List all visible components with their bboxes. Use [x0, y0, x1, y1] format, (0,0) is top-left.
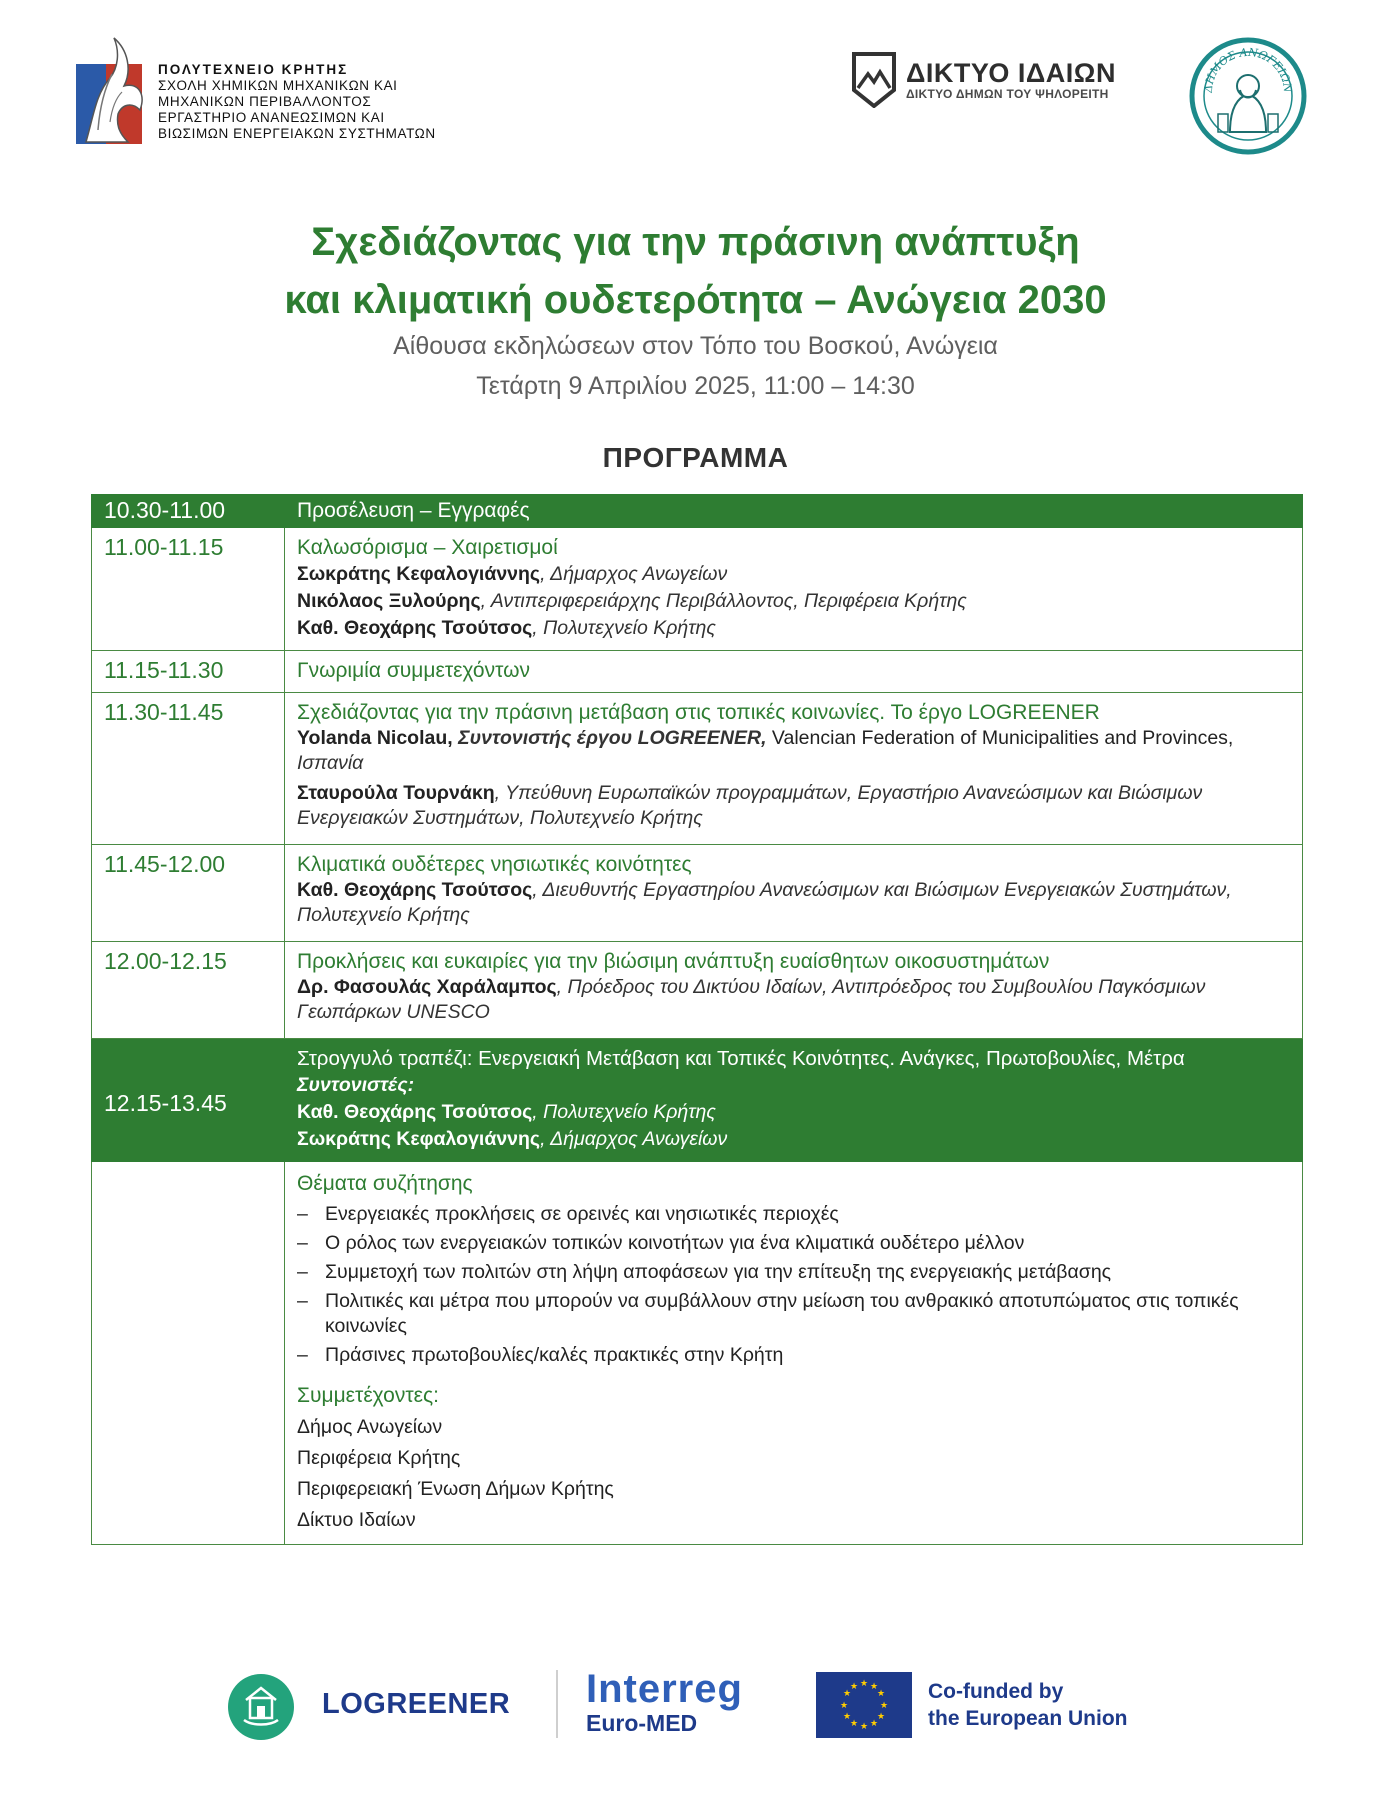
- participant: Περιφερειακή Ένωση Δήμων Κρήτης: [297, 1478, 614, 1500]
- tuc-header: [76, 34, 436, 146]
- session-content: [285, 1039, 1303, 1162]
- logreener-text: LOGREENER: [322, 1688, 511, 1720]
- svg-text:★: ★: [876, 1689, 886, 1699]
- table-row: [92, 651, 1303, 693]
- speaker-name: Yolanda Nicolau,: [297, 727, 453, 749]
- svg-text:★: ★: [876, 1712, 886, 1722]
- speaker: [297, 1099, 1292, 1126]
- cofunded-text: [928, 1678, 1128, 1732]
- speaker-name: Δρ. Φασουλάς Χαράλαμπος: [297, 976, 557, 998]
- institution-line: ΣΧΟΛΗ ΧΗΜΙΚΩΝ ΜΗΧΑΝΙΚΩΝ ΚΑΙ: [158, 78, 398, 93]
- session-time: 11.45-12.00: [92, 845, 285, 942]
- table-row: [92, 495, 1303, 528]
- institution-line: ΠΟΛΥΤΕΧΝΕΙΟ ΚΡΗΤΗΣ: [158, 62, 349, 77]
- moderators-label: Συντονιστές:: [297, 1074, 415, 1096]
- speaker-name: Σωκράτης Κεφαλογιάννης: [297, 563, 541, 585]
- speaker: [297, 1126, 1292, 1153]
- svg-text:★: ★: [842, 1689, 852, 1699]
- table-row: [92, 845, 1303, 942]
- svg-text:★: ★: [869, 1719, 879, 1729]
- speaker: [297, 588, 1292, 615]
- speaker-name: Καθ. Θεοχάρης Τσούτσος: [297, 879, 533, 901]
- speaker: [297, 561, 1292, 588]
- logreener-icon: [228, 1674, 294, 1740]
- speaker-name: Καθ. Θεοχάρης Τσούτσος: [297, 617, 533, 639]
- municipality-seal-icon: [1188, 36, 1308, 156]
- divider: [556, 1670, 558, 1738]
- session-content: [285, 528, 1303, 651]
- speaker-affiliation: , Διευθυντής Εργαστηρίου Ανανεώσιμων και Βιώσιμων Ενεργειακών Συστημάτων, Πολυτεχνείο Κρήτης: [297, 879, 1232, 926]
- table-row: [92, 1162, 1303, 1545]
- svg-text:★: ★: [839, 1701, 849, 1711]
- euromed-text: Euro-MED: [586, 1710, 698, 1736]
- session-title: Κλιματικά ουδέτερες νησιωτικές κοινότητες: [297, 853, 692, 876]
- event-venue: Αίθουσα εκδηλώσεων στον Τόπο του Βοσκού, Ανώγεια: [393, 332, 998, 360]
- svg-text:★: ★: [849, 1682, 859, 1692]
- interreg-text: Interreg: [586, 1667, 743, 1711]
- session-time: 12.00-12.15: [92, 942, 285, 1039]
- topics-heading: Θέματα συζήτησης: [297, 1172, 473, 1195]
- table-row: [92, 528, 1303, 651]
- speaker-affiliation-country: Ισπανία: [297, 752, 364, 774]
- session-title: Σχεδιάζοντας για την πράσινη μετάβαση στις τοπικές κοινωνίες. Το έργο LOGREENER: [297, 701, 1100, 724]
- svg-text:★: ★: [859, 1679, 869, 1689]
- list-item: – Πράσινες πρωτοβουλίες/καλές πρακτικές στην Κρήτη: [297, 1343, 1292, 1368]
- speaker-affiliation: , Δήμαρχος Ανωγείων: [540, 1128, 728, 1150]
- speaker-name: Καθ. Θεοχάρης Τσούτσος: [297, 1101, 533, 1123]
- session-title: Στρογγυλό τραπέζι: Ενεργειακή Μετάβαση και Τοπικές Κοινότητες. Ανάγκες, Πρωτοβουλίες, Μέτρα: [297, 1047, 1185, 1070]
- speaker-affiliation: , Πολυτεχνείο Κρήτης: [532, 1101, 716, 1123]
- svg-text:★: ★: [869, 1682, 879, 1692]
- participant: Δήμος Ανωγείων: [297, 1416, 443, 1438]
- session-title: Προκλήσεις και ευκαιρίες για την βιώσιμη ανάπτυξη ευαίσθητων οικοσυστημάτων: [297, 950, 1050, 973]
- session-time: 11.30-11.45: [92, 693, 285, 845]
- speaker-affiliation: Valencian Federation of Municipalities and Provinces,: [766, 727, 1234, 749]
- svg-text:★: ★: [859, 1722, 869, 1732]
- speaker: [297, 615, 1292, 642]
- program-table: [91, 494, 1303, 1545]
- speaker-name: Σταυρούλα Τουρνάκη: [297, 782, 495, 804]
- table-row: [92, 1039, 1303, 1162]
- footer-logos: [0, 1668, 1391, 1748]
- eu-flag-icon: [816, 1672, 912, 1738]
- speaker-affiliation: , Δήμαρχος Ανωγείων: [540, 563, 728, 585]
- institution-line: ΜΗΧΑΝΙΚΩΝ ΠΕΡΙΒΑΛΛΟΝΤΟΣ: [158, 94, 372, 109]
- speaker-affiliation: , Πρόεδρος του Δικτύου Ιδαίων, Αντιπρόεδρος του Συμβουλίου Παγκόσμιων Γεωπάρκων UNESCO: [297, 976, 1206, 1023]
- participants-heading: Συμμετέχοντες:: [297, 1384, 439, 1407]
- session-time: 11.00-11.15: [92, 528, 285, 651]
- event-title-line1: Σχεδιάζοντας για την πράσινη ανάπτυξη: [311, 220, 1080, 264]
- network-name: ΔΙΚΤΥΟ ΙΔΑΙΩΝ: [906, 58, 1116, 88]
- table-row: [92, 693, 1303, 845]
- list-item: – Ο ρόλος των ενεργειακών τοπικών κοινοτήτων για ένα κλιματικά ουδέτερο μέλλον: [297, 1231, 1292, 1256]
- mountain-shield-icon: [852, 52, 896, 108]
- speaker-affiliation: , Αντιπεριφερειάρχης Περιβάλλοντος, Περιφέρεια Κρήτης: [480, 590, 967, 612]
- diktyo-logo: [852, 52, 1116, 108]
- speaker: [297, 781, 1292, 836]
- list-item: – Συμμετοχή των πολιτών στη λήψη αποφάσεων για την επίτευξη της ενεργειακής μετάβασης: [297, 1260, 1292, 1285]
- discussion-content: [285, 1162, 1303, 1545]
- network-subtitle: ΔΙΚΤΥΟ ΔΗΜΩΝ ΤΟΥ ΨΗΛΟΡΕΙΤΗ: [906, 87, 1109, 101]
- session-title: Καλωσόρισμα – Χαιρετισμοί: [297, 536, 558, 559]
- speaker: [297, 878, 1292, 933]
- session-title: Γνωριμία συμμετεχόντων: [297, 659, 531, 682]
- list-item: – Πολιτικές και μέτρα που μπορούν να συμβάλλουν στην μείωση του ανθρακικό αποτυπώματος στις τοπικές κοινωνίες: [297, 1289, 1292, 1339]
- session-time-empty: [92, 1162, 285, 1545]
- svg-text:★: ★: [879, 1701, 889, 1711]
- institution-line: ΕΡΓΑΣΤΗΡΙΟ ΑΝΑΝΕΩΣΙΜΩΝ ΚΑΙ: [158, 110, 385, 125]
- institution-text: [158, 62, 436, 142]
- cofunded-line2: the European Union: [928, 1707, 1128, 1730]
- speaker-name: Σωκράτης Κεφαλογιάννης: [297, 1128, 541, 1150]
- event-datetime: Τετάρτη 9 Απριλίου 2025, 11:00 – 14:30: [476, 372, 915, 400]
- topics-list: [297, 1202, 1292, 1368]
- session-content: [285, 942, 1303, 1039]
- session-title: Προσέλευση – Εγγραφές: [297, 499, 530, 522]
- event-title-line2: και κλιματική ουδετερότητα – Ανώγεια 2030: [284, 278, 1107, 322]
- institution-line: ΒΙΩΣΙΜΩΝ ΕΝΕΡΓΕΙΑΚΩΝ ΣΥΣΤΗΜΑΤΩΝ: [158, 126, 436, 141]
- session-time: 10.30-11.00: [92, 495, 285, 528]
- cofunded-line1: Co-funded by: [928, 1680, 1064, 1703]
- svg-text:★: ★: [849, 1719, 859, 1729]
- session-content: [285, 651, 1303, 693]
- session-time: 11.15-11.30: [92, 651, 285, 693]
- speaker-affiliation: , Πολυτεχνείο Κρήτης: [532, 617, 716, 639]
- session-content: [285, 693, 1303, 845]
- participant: Περιφέρεια Κρήτης: [297, 1447, 461, 1469]
- building-leaf-icon: [228, 1674, 294, 1740]
- session-content: [285, 845, 1303, 942]
- speaker-affiliation: , Υπεύθυνη Ευρωπαϊκών προγραμμάτων, Εργαστήριο Ανανεώσιμων και Βιώσιμων Ενεργειακών Συστημάτων, Πολυτεχνείο Κρήτης: [297, 782, 1203, 829]
- speaker-name: Νικόλαος Ξυλούρης: [297, 590, 481, 612]
- session-time: 12.15-13.45: [92, 1039, 285, 1162]
- participant: Δίκτυο Ιδαίων: [297, 1509, 416, 1531]
- program-heading: ΠΡΟΓΡΑΜΜΑ: [602, 442, 789, 473]
- speaker-role: Συντονιστής έργου LOGREENER,: [452, 727, 767, 749]
- svg-text:★: ★: [842, 1712, 852, 1722]
- seal-text: ΔΗΜΟΣ ΑΝΩΓΕΙΩΝ: [1201, 45, 1295, 94]
- table-row: [92, 942, 1303, 1039]
- speaker: [297, 726, 1292, 781]
- list-item: – Ενεργειακές προκλήσεις σε ορεινές και νησιωτικές περιοχές: [297, 1202, 1292, 1227]
- speaker: [297, 975, 1292, 1030]
- tuc-logo-icon: [76, 34, 148, 146]
- session-content: [285, 495, 1303, 528]
